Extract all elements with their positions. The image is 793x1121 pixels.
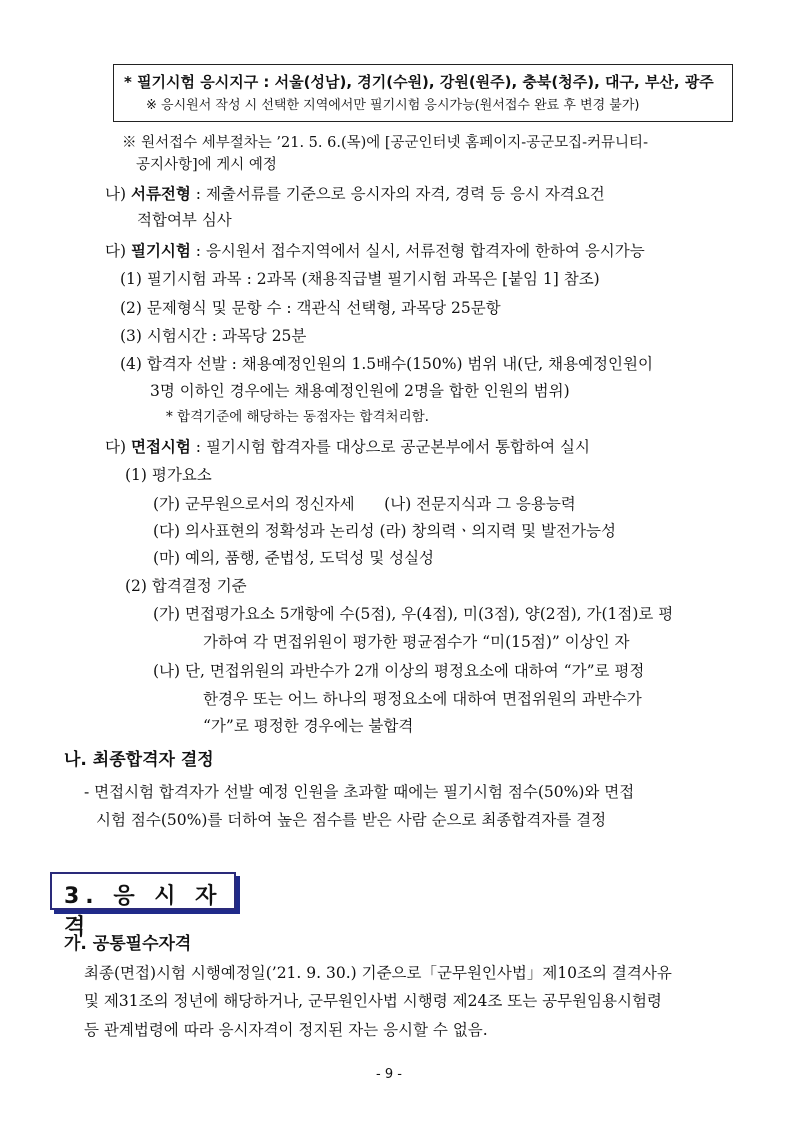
interview-header — [105, 436, 590, 458]
interview-criteria-1: (가) 군무원으로서의 정신자세 (나) 전문지식과 그 응용능력 — [153, 495, 576, 513]
pass-decision-heading: (2) 합격결정 기준 — [125, 577, 247, 595]
procedure-note-line1: ※ 원서접수 세부절차는 ’21. 5. 6.(목)에 [공군인터넷 홈페이지-공군모집-커뮤니티- — [122, 135, 648, 151]
interview-desc: : 필기시험 합격자를 대상으로 공군본부에서 통합하여 실시 — [190, 438, 590, 456]
pass-decision-a-line2: 가하여 각 면접위원이 평가한 평균점수가 “미(15점)” 이상인 자 — [203, 633, 630, 651]
procedure-note-line2: 공지사항]에 게시 예정 — [136, 157, 277, 173]
common-requirements-heading: 가. 공통필수자격 — [64, 934, 192, 954]
document-review-line1 — [105, 183, 605, 205]
tie-score-note: * 합격기준에 해당하는 동점자는 합격처리함. — [166, 409, 429, 425]
pass-decision-a-line1: (가) 면접평가요소 5개항에 수(5점), 우(4점), 미(3점), 양(2점), 가(1점)로 평 — [153, 605, 674, 623]
interview-criteria-2: (다) 의사표현의 정확성과 논리성 (라) 창의력ㆍ의지력 및 발전가능성 — [153, 522, 616, 540]
pass-decision-b-line1: (나) 단, 면접위원의 과반수가 2개 이상의 평정요소에 대하여 “가”로 평정 — [153, 662, 645, 680]
interview-criteria-3: (마) 예의, 품행, 준법성, 도덕성 및 성실성 — [153, 549, 435, 567]
region-change-warning: ※ 응시원서 작성 시 선택한 지역에서만 필기시험 응시가능(원서접수 완료 후 변경 불가) — [146, 98, 640, 113]
page-number: - 9 - — [376, 1067, 402, 1082]
written-exam-title: 필기시험 — [130, 242, 191, 260]
interview-marker: 다) — [105, 438, 127, 456]
document-review-marker: 나) — [105, 185, 127, 203]
written-exam-item-3: (3) 시험시간 : 과목당 25분 — [120, 327, 307, 345]
final-decision-line1: - 면접시험 합격자가 선발 예정 인원을 초과할 때에는 필기시험 점수(50%)와 면접 — [84, 783, 635, 801]
written-exam-marker: 다) — [105, 242, 127, 260]
document-review-line2: 적합여부 심사 — [137, 211, 232, 229]
pass-decision-b-line3: “가”로 평정한 경우에는 불합격 — [203, 717, 414, 735]
written-exam-item-2: (2) 문제형식 및 문항 수 : 객관식 선택형, 과목당 25문항 — [120, 299, 501, 317]
common-requirements-line2: 및 제31조의 정년에 해당하거나, 군무원인사법 시행령 제24조 또는 공무원임용시험령 — [84, 992, 662, 1010]
written-exam-header — [105, 240, 645, 262]
written-exam-item-4-cont: 3명 이하인 경우에는 채용예정인원에 2명을 합한 인원의 범위) — [150, 382, 570, 400]
section-3-title-box — [50, 872, 236, 940]
written-exam-item-4: (4) 합격자 선발 : 채용예정인원의 1.5배수(150%) 범위 내(단, 채용예정인원이 — [120, 355, 653, 373]
common-requirements-line3: 등 관계법령에 따라 응시자격이 정지된 자는 응시할 수 없음. — [84, 1021, 488, 1039]
interview-criteria-heading: (1) 평가요소 — [125, 466, 212, 484]
common-requirements-line1: 최종(면접)시험 시행예정일(’21. 9. 30.) 기준으로「군무원인사법」제10조의 결격사유 — [84, 964, 672, 982]
final-decision-heading: 나. 최종합격자 결정 — [64, 750, 214, 770]
interview-title: 면접시험 — [130, 438, 191, 456]
pass-decision-b-line2: 한경우 또는 어느 하나의 평정요소에 대하여 면접위원의 과반수가 — [203, 690, 642, 708]
section-3-title: 3. 응 시 자 격 — [64, 884, 223, 940]
document-review-title: 서류전형 — [130, 185, 191, 203]
final-decision-line2: 시험 점수(50%)를 더하여 높은 점수를 받은 사람 순으로 최종합격자를 결정 — [96, 811, 607, 829]
written-exam-item-1: (1) 필기시험 과목 : 2과목 (채용직급별 필기시험 과목은 [붙임 1] 참조) — [120, 270, 600, 288]
document-review-desc: : 제출서류를 기준으로 응시자의 자격, 경력 등 응시 자격요건 — [190, 185, 605, 203]
exam-region-notice: * 필기시험 응시지구 : 서울(성남), 경기(수원), 강원(원주), 충북(청주), 대구, 부산, 광주 — [124, 73, 714, 91]
written-exam-desc: : 응시원서 접수지역에서 실시, 서류전형 합격자에 한하여 응시가능 — [190, 242, 645, 260]
